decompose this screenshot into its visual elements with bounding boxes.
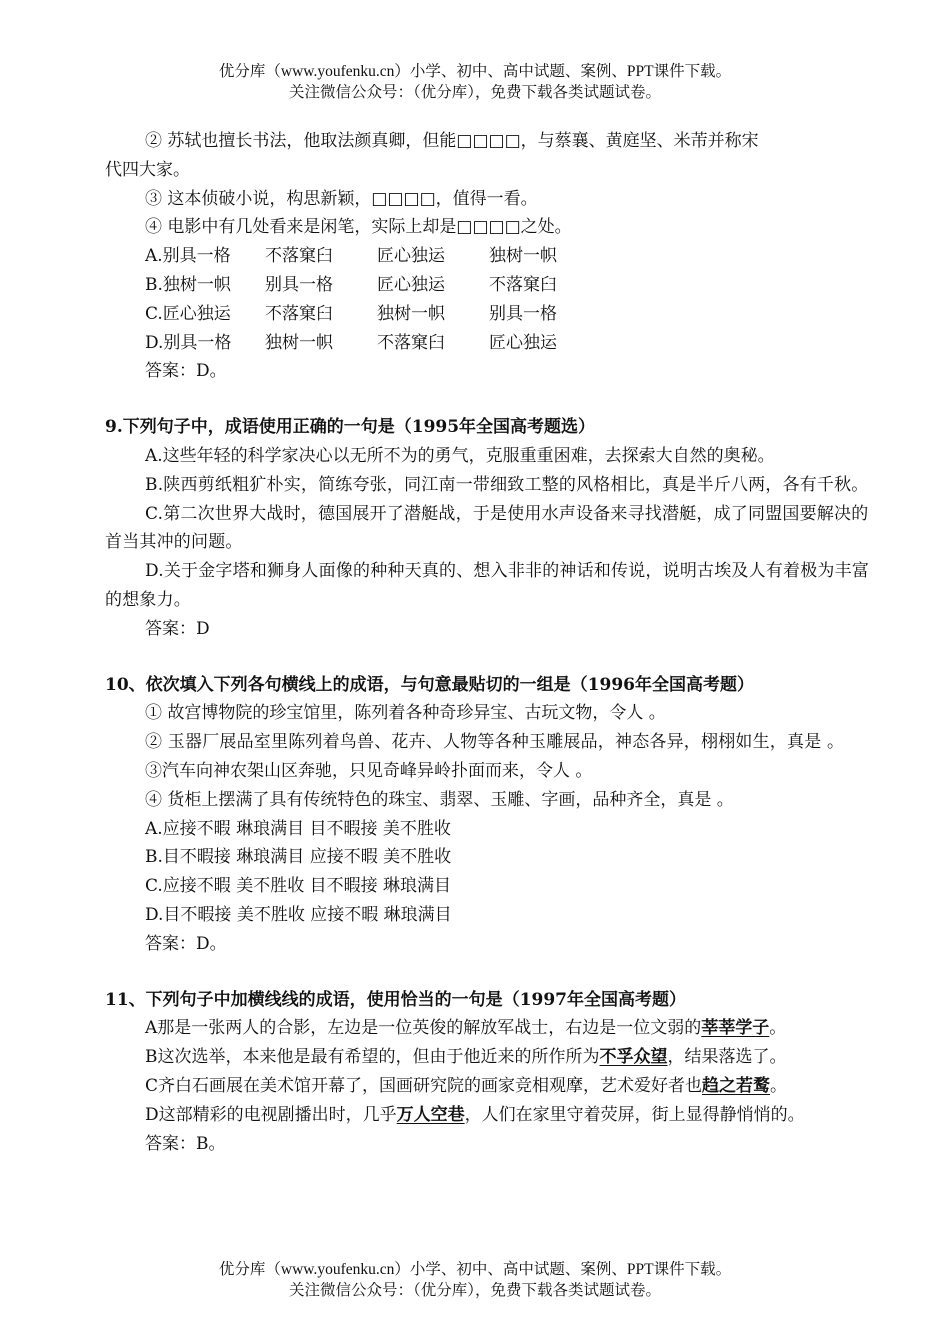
q11-option-d-idiom: 万人空巷 [396,1104,465,1125]
q11-option-c-text: C齐白石画展在美术馆开幕了，国画研究院的画家竞相观摩，艺术爱好者也 [145,1075,703,1096]
question-11-block [105,986,885,1159]
q10-answer: 答案：D。 [145,933,227,954]
page-header [0,61,950,103]
q11-option-d-text: D这部精彩的电视剧播出时，几乎 [145,1104,397,1125]
page-content [105,127,885,1158]
q8-option-d [105,329,885,358]
q11-option-b-end: ，结果落选了。 [667,1047,787,1068]
q8-option-a [105,242,885,271]
q11-option-a-text: A那是一张两人的合影，左边是一位英俊的解放军战士，右边是一位文弱的 [145,1018,702,1039]
q10-sentence-4: ④ 货柜上摆满了具有传统特色的珠宝、翡翠、玉雕、字画，品种齐全，真是 。 [145,789,734,810]
q9-option-b: B.陕西剪纸粗犷朴实，简练夸张，同江南一带细致工整的风格相比，真是半斤八两，各有千秋。 [145,474,869,495]
q8-option-b-col-2: 别具一格 [265,274,333,295]
q8-option-b-col-4: 不落窠臼 [489,274,557,295]
q9-option-a: A.这些年轻的科学家决心以无所不为的勇气，克服重重困难，去探索大自然的奥秘。 [145,445,775,466]
q10-option-a: A.应接不暇 琳琅满目 目不暇接 美不胜收 [145,818,451,839]
q8-option-c-col-4: 别具一格 [489,303,557,324]
q11-title: 11、下列句子中加横线线的成语，使用恰当的一句是（1997年全国高考题） [105,989,686,1010]
q9-option-c: C.第二次世界大战时，德国展开了潜艇战，于是使用水声设备来寻找潜艇，成了同盟国要解决的首当其冲的问题。 [105,503,869,553]
footer-line-2: 关注微信公众号：（优分库），免费下载各类试题试卷。 [288,1282,661,1299]
q8-item-4: ④ 电影中有几处看来是闲笔，实际上却是□□□□之处。 [145,217,572,238]
q8-item-2-line-1: ② 苏轼也擅长书法，他取法颜真卿，但能□□□□，与蔡襄、黄庭坚、米芾并称宋 [145,131,759,151]
q11-option-b-idiom: 不孚众望 [599,1047,668,1068]
q8-option-c-col-3: 独树一帜 [377,303,445,324]
q10-option-d: D.目不暇接 美不胜收 应接不暇 琳琅满目 [145,904,452,925]
q8-option-a-col-1: A.别具一格 [145,246,231,267]
q8-option-c-col-2: 不落窠臼 [265,303,333,324]
q8-option-c [105,300,885,329]
q11-option-d-end: ，人们在家里守着荧屏，街上显得静悄悄的。 [464,1104,805,1125]
q11-option-c-end: 。 [770,1075,788,1096]
q8-option-d-col-2: 独树一帜 [265,332,333,353]
q8-option-d-col-1: D.别具一格 [145,332,232,353]
q11-option-d [105,1101,885,1130]
page-footer [0,1259,950,1301]
question-8-block [105,127,885,386]
q8-option-d-col-3: 不落窠臼 [377,332,445,353]
q10-option-b: B.目不暇接 琳琅满目 应接不暇 美不胜收 [145,847,452,868]
q11-option-c [105,1072,885,1101]
header-line-2: 关注微信公众号：（优分库），免费下载各类试题试卷。 [288,84,661,101]
spacer [105,644,885,671]
q11-option-a [105,1014,885,1043]
q10-sentence-3: ③汽车向神农架山区奔驰，只见奇峰异岭扑面而来，令人 。 [145,760,593,781]
q8-option-a-col-2: 不落窠臼 [265,246,333,267]
q9-answer: 答案：D [145,618,210,639]
q8-option-c-col-1: C.匠心独运 [145,303,231,324]
q10-option-c: C.应接不暇 美不胜收 目不暇接 琳琅满目 [145,876,452,897]
q10-sentence-2: ② 玉器厂展品室里陈列着鸟兽、花卉、人物等各种玉雕展品，神态各异，栩栩如生，真是 。 [145,732,845,753]
q11-option-a-idiom: 莘莘学子 [701,1018,770,1039]
q8-option-d-col-4: 匠心独运 [489,332,557,353]
footer-line-1: 优分库（www.youfenku.cn）小学、初中、高中试题、案例、PPT课件下载。 [218,1261,732,1278]
header-line-1: 优分库（www.youfenku.cn）小学、初中、高中试题、案例、PPT课件下载。 [218,63,732,80]
spacer [105,386,885,413]
q8-option-a-col-3: 匠心独运 [377,246,445,267]
q8-item-3: ③ 这本侦破小说，构思新颖，□□□□，值得一看。 [145,188,538,209]
q10-title: 10、依次填入下列各句横线上的成语，与句意最贴切的一组是（1996年全国高考题） [105,674,754,695]
q11-option-c-idiom: 趋之若鹜 [702,1075,771,1096]
spacer [105,959,885,986]
question-10-block [105,671,885,959]
q8-item-2-line-2: 代四大家。 [105,159,190,180]
q8-answer: 答案：D。 [145,361,227,382]
q9-title: 9.下列句子中，成语使用正确的一句是（1995年全国高考题选） [105,417,596,438]
q11-option-a-end: 。 [769,1018,787,1039]
q10-sentence-1: ① 故宫博物院的珍宝馆里，陈列着各种奇珍异宝、古玩文物，令人 。 [145,703,666,724]
q11-answer: 答案：B。 [145,1133,226,1154]
question-9-block [105,413,885,643]
q11-option-b [105,1043,885,1072]
q9-option-d: D.关于金字塔和狮身人面像的种种天真的、想入非非的神话和传说，说明古埃及人有着极为丰富的想象力。 [105,561,870,610]
q8-option-a-col-4: 独树一帜 [489,246,557,267]
q11-option-b-text: B这次选举，本来他是最有希望的，但由于他近来的所作所为 [145,1047,600,1068]
q8-option-b-col-3: 匠心独运 [377,274,445,295]
q8-option-b-col-1: B.独树一帜 [145,274,231,295]
q8-option-b [105,271,885,300]
